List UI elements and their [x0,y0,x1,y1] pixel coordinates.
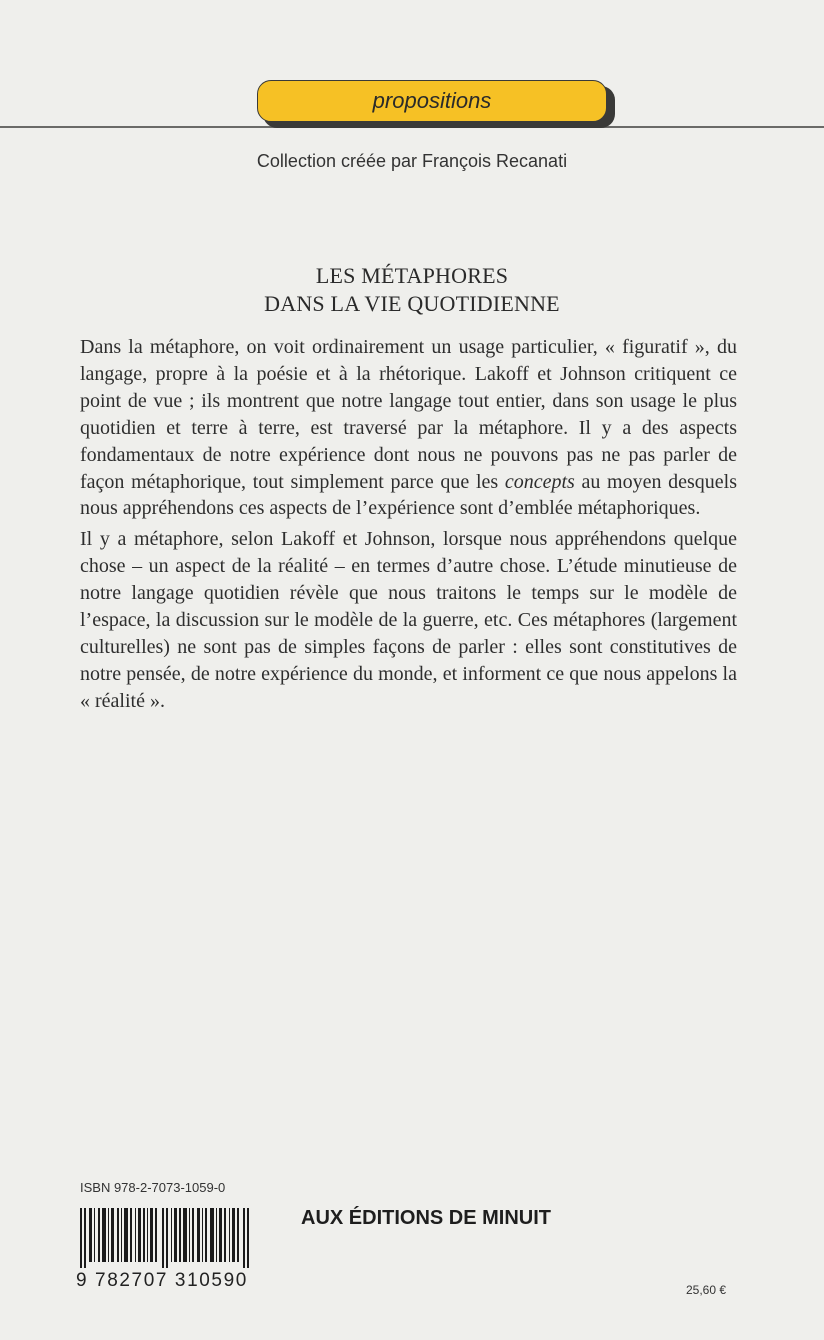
blurb [80,334,737,719]
blurb-paragraph-1 [80,334,737,522]
barcode-digits: 9 782707 310590 [76,1270,248,1291]
isbn: ISBN 978-2-7073-1059-0 [80,1180,226,1195]
blurb-paragraph-2: Il y a métaphore, selon Lakoff et Johnson, lorsque nous appréhendons quelque chose – un aspect de la réalité – en termes d’autre chose. L’étude minutieuse de notre langage quotidien révèle que nous traitons le temps sur le modèle de l’espace, la discussion sur le modèle de la guerre, etc. Ces métaphores (largement culturelles) ne sont pas de simples façons de parler : elles sont constitutives de notre pensée, de notre expérience du monde, et informent ce que nous appelons la « réalité ». [80,528,737,712]
p1-text-after: au moyen desquels nous appréhendons ces aspects de l’expérience sont d’emblée métaphoriques. [80,470,738,520]
title-line-2: DANS LA VIE QUOTIDIENNE [264,291,560,316]
price: 25,60 € [686,1283,727,1297]
publisher: AUX ÉDITIONS DE MINUIT [301,1207,552,1229]
collection-credit: Collection créée par François Recanati [256,151,568,171]
title-line-1: LES MÉTAPHORES [315,263,509,288]
p1-emphasis: concepts [504,470,575,493]
banner-label: propositions [372,88,492,113]
collection-banner [257,80,607,122]
p1-text-before: Dans la métaphore, on voit ordinairement un usage particulier, « figuratif », du langage, propre à la poésie et à la rhétorique. Lakoff et Johnson critiquent ce point de vue ; ils montrent que notre langage tout entier, dans son usage le plus quotidien et terre à terre, est traversé par la métaphore. Il y a des aspects fondamentaux de notre expérience dont nous ne pouvons pas ne pas parler de façon métaphorique, tout simplement parce que les [80,336,737,493]
barcode [80,1208,252,1268]
book-title [0,262,824,318]
